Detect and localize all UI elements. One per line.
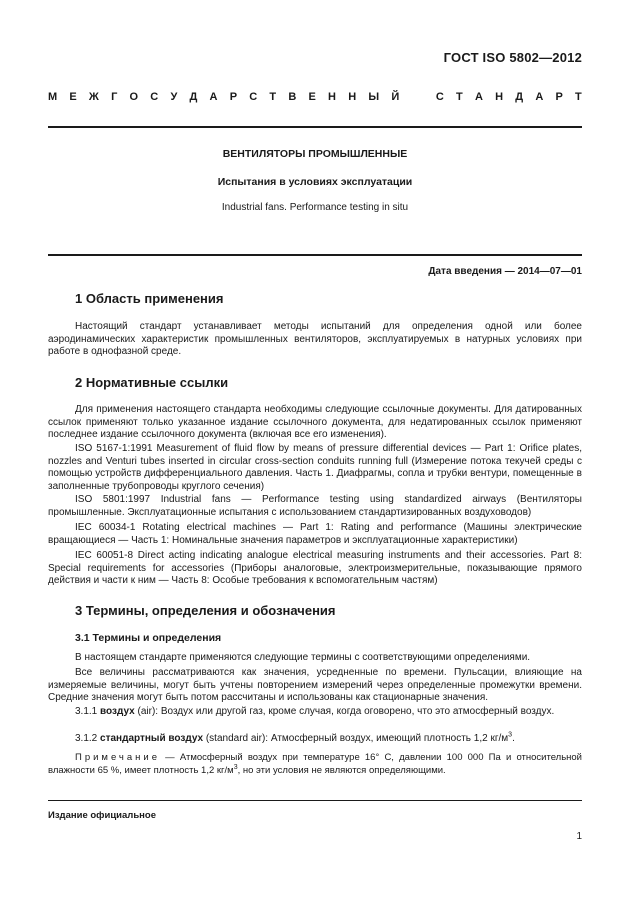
standard-type-letter: Ж <box>88 91 99 103</box>
standard-type-letter: Т <box>456 91 463 103</box>
note-label: Примечание <box>75 752 160 763</box>
standard-type-letter: Е <box>69 91 77 103</box>
page-number: 1 <box>576 831 582 842</box>
standard-type-letter: Н <box>328 91 336 103</box>
term-standard-air-end: . <box>512 733 515 744</box>
reference-iec-60034: IEC 60034-1 Rotating electrical machines — Part 1: Rating and performance (Машины электрические вращающиеся — Часть 1: Номинальные значения параметров и эксплуатационные характеристики) <box>48 522 582 546</box>
section-2-heading: 2 Нормативные ссылки <box>75 375 229 390</box>
term-air-number: 3.1.1 <box>75 706 98 717</box>
note-standard-air <box>48 752 582 777</box>
intro-date: Дата введения — 2014—07—01 <box>428 266 582 277</box>
standard-type-letter: Т <box>575 91 582 103</box>
standard-type-letter: О <box>129 91 139 103</box>
standard-type-heading <box>48 91 582 103</box>
standard-type-letter: С <box>150 91 159 103</box>
document-subtitle: Испытания в условиях эксплуатации <box>217 176 413 188</box>
term-air <box>48 706 582 719</box>
footer-divider <box>48 800 582 801</box>
note-text-a: — Атмосферный воздух при температуре 16° С, давлении 100 000 Па и относительной влажности 65 %, имеет плотность 1,2 кг/м <box>48 752 582 776</box>
standard-type-letter: А <box>209 91 218 103</box>
note-superscript: 3 <box>233 763 238 771</box>
reference-iso-5801: ISO 5801:1997 Industrial fans — Performance testing using standardized airways (Вентиляторы промышленные. Эксплуатационные испытания с использованием стандартизированных воздуховодов) <box>48 494 582 518</box>
section-1-paragraph: Настоящий стандарт устанавливает методы испытаний для определения одной или более аэродинамических характеристик промышленных вентиляторов, эксплуатируемых в натурных условиях при работе в однофазной среде. <box>48 321 582 358</box>
term-standard-air-name: стандартный воздух <box>100 733 204 744</box>
standard-type-letter: Д <box>515 91 524 103</box>
reference-iso-5167: ISO 5167-1:1991 Measurement of fluid flow by means of pressure differential devices — Part 1: Orifice plates, nozzles and Venturi tubes inserted in circular cross-section conduits running full (Измерение потока текучей среды с помощью устройств дифференциального давления. Часть 1. Диафрагмы, сопла и трубки вентури, помещенные в заполненные трубопроводы круглого сечения) <box>48 443 582 492</box>
standard-type-letter: Ы <box>368 91 380 103</box>
section-3-heading: 3 Термины, определения и обозначения <box>75 603 336 618</box>
standard-type-letter: У <box>170 91 178 103</box>
standard-type-letter: Н <box>495 91 504 103</box>
standard-type-letter: В <box>288 91 297 103</box>
document-title-english: Industrial fans. Performance testing in situ <box>221 202 409 213</box>
term-air-definition: (air): Воздух или другой газ, кроме случая, когда оговорено, что это атмосферный воздух. <box>134 706 555 717</box>
note-text-b: , но эти условия не являются определяющими. <box>237 764 446 776</box>
reference-iec-60051: IEC 60051-8 Direct acting indicating analogue electrical measuring instruments and their accessories. Part 8: Special requirements for accessories (Приборы аналоговые, электроизмерительные, показывающие прямого действия и части к ним — Часть 8: Особые требования к вспомогательным частям) <box>48 550 582 587</box>
term-standard-air-number: 3.1.2 <box>75 733 98 744</box>
term-standard-air <box>48 733 582 746</box>
standard-type-letter: М <box>48 91 58 103</box>
section-2-paragraph-intro: Для применения настоящего стандарта необходимы следующие ссылочные документы. Для датированных ссылок применяют только указанное издание ссылочного документа, для недатированных ссылок применяют последнее издание ссылочного документа (включая все его изменения). <box>48 404 582 441</box>
section-3-paragraph-quantities: Все величины рассматриваются как значения, усредненные по времени. Пульсации, влияющие на измеряемые величины, могут быть учтены повторением измерений через определенные промежутки времени. Средние значения могут быть потом рассчитаны и использованы как стационарные значения. <box>48 667 582 704</box>
standard-type-letter: Р <box>229 91 238 103</box>
standard-number: ГОСТ ISO 5802—2012 <box>443 50 582 65</box>
standard-type-letter: Т <box>269 91 277 103</box>
standard-type-letter: С <box>249 91 258 103</box>
standard-type-letter: Е <box>308 91 316 103</box>
standard-type-letter: С <box>435 91 444 103</box>
standard-type-letter: Р <box>555 91 563 103</box>
term-air-name: воздух <box>100 706 135 717</box>
section-1-heading: 1 Область применения <box>75 291 224 306</box>
title-divider <box>48 254 582 256</box>
standard-type-letter: А <box>535 91 544 103</box>
section-3-paragraph-intro: В настоящем стандарте применяются следующие термины с соответствующими определениями. <box>75 652 531 663</box>
term-standard-air-definition: (standard air): Атмосферный воздух, имеющий плотность 1,2 кг/м <box>203 733 509 744</box>
standard-type-letter: Д <box>189 91 198 103</box>
document-title: ВЕНТИЛЯТОРЫ ПРОМЫШЛЕННЫЕ <box>222 148 408 160</box>
section-3-1-heading: 3.1 Термины и определения <box>75 632 222 644</box>
standard-type-letter: Н <box>348 91 357 103</box>
header-divider <box>48 126 582 128</box>
official-edition-label: Издание официальное <box>48 810 156 821</box>
term-standard-air-superscript: 3 <box>508 731 513 739</box>
standard-type-letter: Й <box>391 91 400 103</box>
standard-type-letter: Г <box>111 91 118 103</box>
standard-type-letter: А <box>474 91 483 103</box>
